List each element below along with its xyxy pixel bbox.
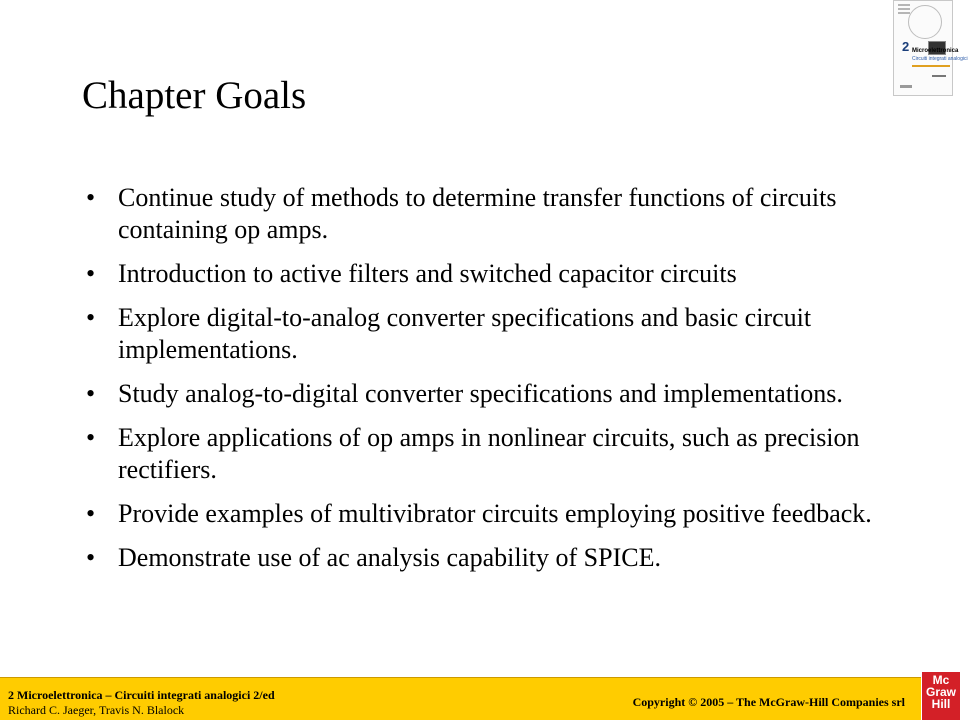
bullet-item: [82, 378, 882, 410]
bullet-icon: •: [86, 303, 96, 332]
bullet-text: Demonstrate use of ac analysis capability of SPICE.: [118, 543, 661, 572]
bullet-icon: •: [86, 379, 96, 408]
bullet-icon: •: [86, 259, 96, 288]
slide-title: Chapter Goals: [82, 74, 307, 117]
cover-lines: [898, 4, 910, 16]
cover-subtitle: Circuiti integrati analogici: [912, 56, 968, 62]
footer-copyright: Copyright © 2005 – The McGraw-Hill Companies srl: [632, 695, 905, 709]
bullet-item: [82, 542, 882, 574]
cover-title: Microelettronica: [912, 48, 959, 54]
bullet-icon: •: [86, 183, 96, 212]
bullet-list: [82, 182, 882, 586]
bullet-item: [82, 302, 882, 366]
bullet-item: [82, 422, 882, 486]
logo-line-2: Graw: [925, 685, 956, 699]
bullet-text: Explore digital-to-analog converter specifications and basic circuit implementations.: [118, 303, 812, 364]
bullet-item: [82, 182, 882, 246]
book-cover-thumbnail: [893, 0, 968, 96]
bullet-item: [82, 498, 882, 530]
footer-book-title: 2 Microelettronica – Circuiti integrati analogici 2/ed: [8, 688, 275, 702]
bullet-text: Provide examples of multivibrator circuits employing positive feedback.: [118, 499, 872, 528]
bullet-text: Explore applications of op amps in nonlinear circuits, such as precision rectifiers.: [118, 423, 860, 484]
mcgraw-hill-logo: [922, 672, 960, 720]
footer-authors: Richard C. Jaeger, Travis N. Blalock: [8, 703, 185, 717]
cover-band: [912, 65, 950, 67]
bullet-icon: •: [86, 423, 96, 452]
logo-line-3: Hill: [931, 697, 951, 711]
logo-line-1: Mc: [932, 673, 950, 687]
cover-circle: [908, 5, 942, 39]
cover-footer-mark: [900, 85, 912, 88]
cover-publisher-mark: [932, 75, 946, 77]
bullet-text: Continue study of methods to determine transfer functions of circuits containing op amps.: [118, 183, 837, 244]
footer-bar: [0, 677, 921, 720]
footer-book-info: [8, 688, 275, 718]
bullet-icon: •: [86, 543, 96, 572]
bullet-text: Study analog-to-digital converter specifications and implementations.: [118, 379, 843, 408]
bullet-item: [82, 258, 882, 290]
cover-number: 2: [902, 39, 910, 54]
bullet-text: Introduction to active filters and switched capacitor circuits: [118, 259, 737, 288]
bullet-icon: •: [86, 499, 96, 528]
